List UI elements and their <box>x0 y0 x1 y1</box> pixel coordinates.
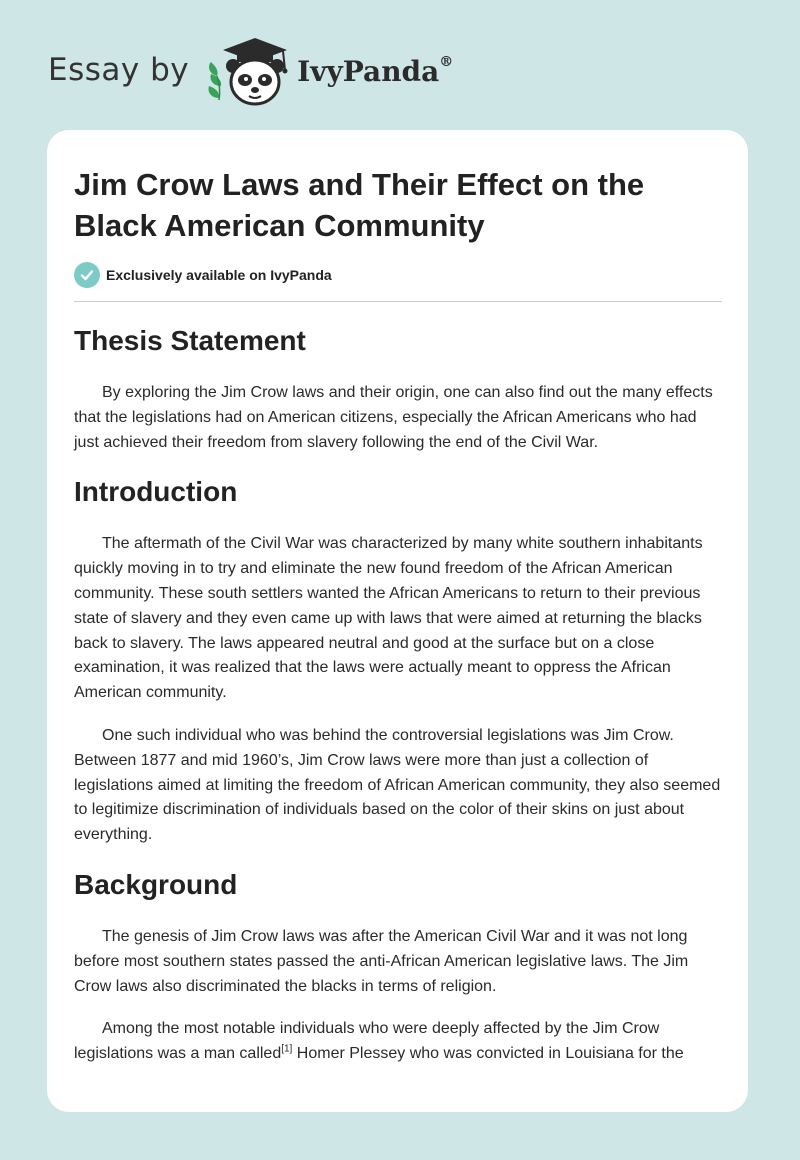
paragraph: One such individual who was behind the controversial legislations was Jim Crow. Between 1877 and mid 1960’s, Jim Crow laws were more than just a collection of legislations aimed at limiting the freedom of African American community, they also seemed to legitimize discrimination of individuals based on the color of their skins on just about everything. <box>74 726 721 844</box>
paragraph: The genesis of Jim Crow laws was after the American Civil War and it was not long before most southern states passed the anti-African American legislative laws. The Jim Crow laws also discriminated the blacks in terms of religion. <box>74 927 689 995</box>
panda-graduate-icon <box>203 36 295 108</box>
page-title: Jim Crow Laws and Their Effect on the Black American Community <box>74 167 645 243</box>
ivy-leaf-icon <box>209 62 222 100</box>
paragraph: By exploring the Jim Crow laws and their origin, one can also find out the many effects that the legislations had on American citizens, especially the African Americans who had just achieved their freedom from slavery following the end of the Civil War. <box>74 384 713 451</box>
paragraph: The aftermath of the Civil War was characterized by many white southern inhabitants quickly moving in to try and eliminate the new found freedom of the African American community. These south settlers wanted the African Americans to return to their previous state of slavery and they even came up with laws that were aimed at returning the blacks back to slavery. The laws appeared neutral and good at the surface but on a close examination, it was realized that the laws were actually meant to oppress the African American community. <box>74 535 703 702</box>
brand-name[interactable] <box>297 55 453 88</box>
heading-introduction: Introduction <box>74 476 238 508</box>
paragraph-text: Among the most notable individuals who were deeply affected by the Jim Crow legislations was a man called <box>74 1020 660 1063</box>
brand-header <box>48 36 453 108</box>
exclusive-label: Exclusively available on IvyPanda <box>106 267 332 283</box>
registered-mark: ® <box>439 54 454 71</box>
heading-thesis: Thesis Statement <box>74 325 306 356</box>
heading-background: Background <box>74 868 238 900</box>
checkmark-icon <box>74 262 100 288</box>
paragraph-text: Homer Plessey who was convicted in Louisiana for the <box>292 1045 684 1063</box>
section-thesis <box>74 324 722 455</box>
essay-card <box>47 130 748 1112</box>
paragraph <box>74 1017 722 1067</box>
footnote-link[interactable]: [1] <box>281 1043 293 1055</box>
divider <box>74 301 722 302</box>
section-introduction <box>74 475 722 848</box>
exclusive-badge <box>74 262 722 288</box>
brand-prefix: Essay by <box>48 52 190 88</box>
brand-name-text: IvyPanda <box>297 54 440 88</box>
section-background <box>74 868 722 1067</box>
